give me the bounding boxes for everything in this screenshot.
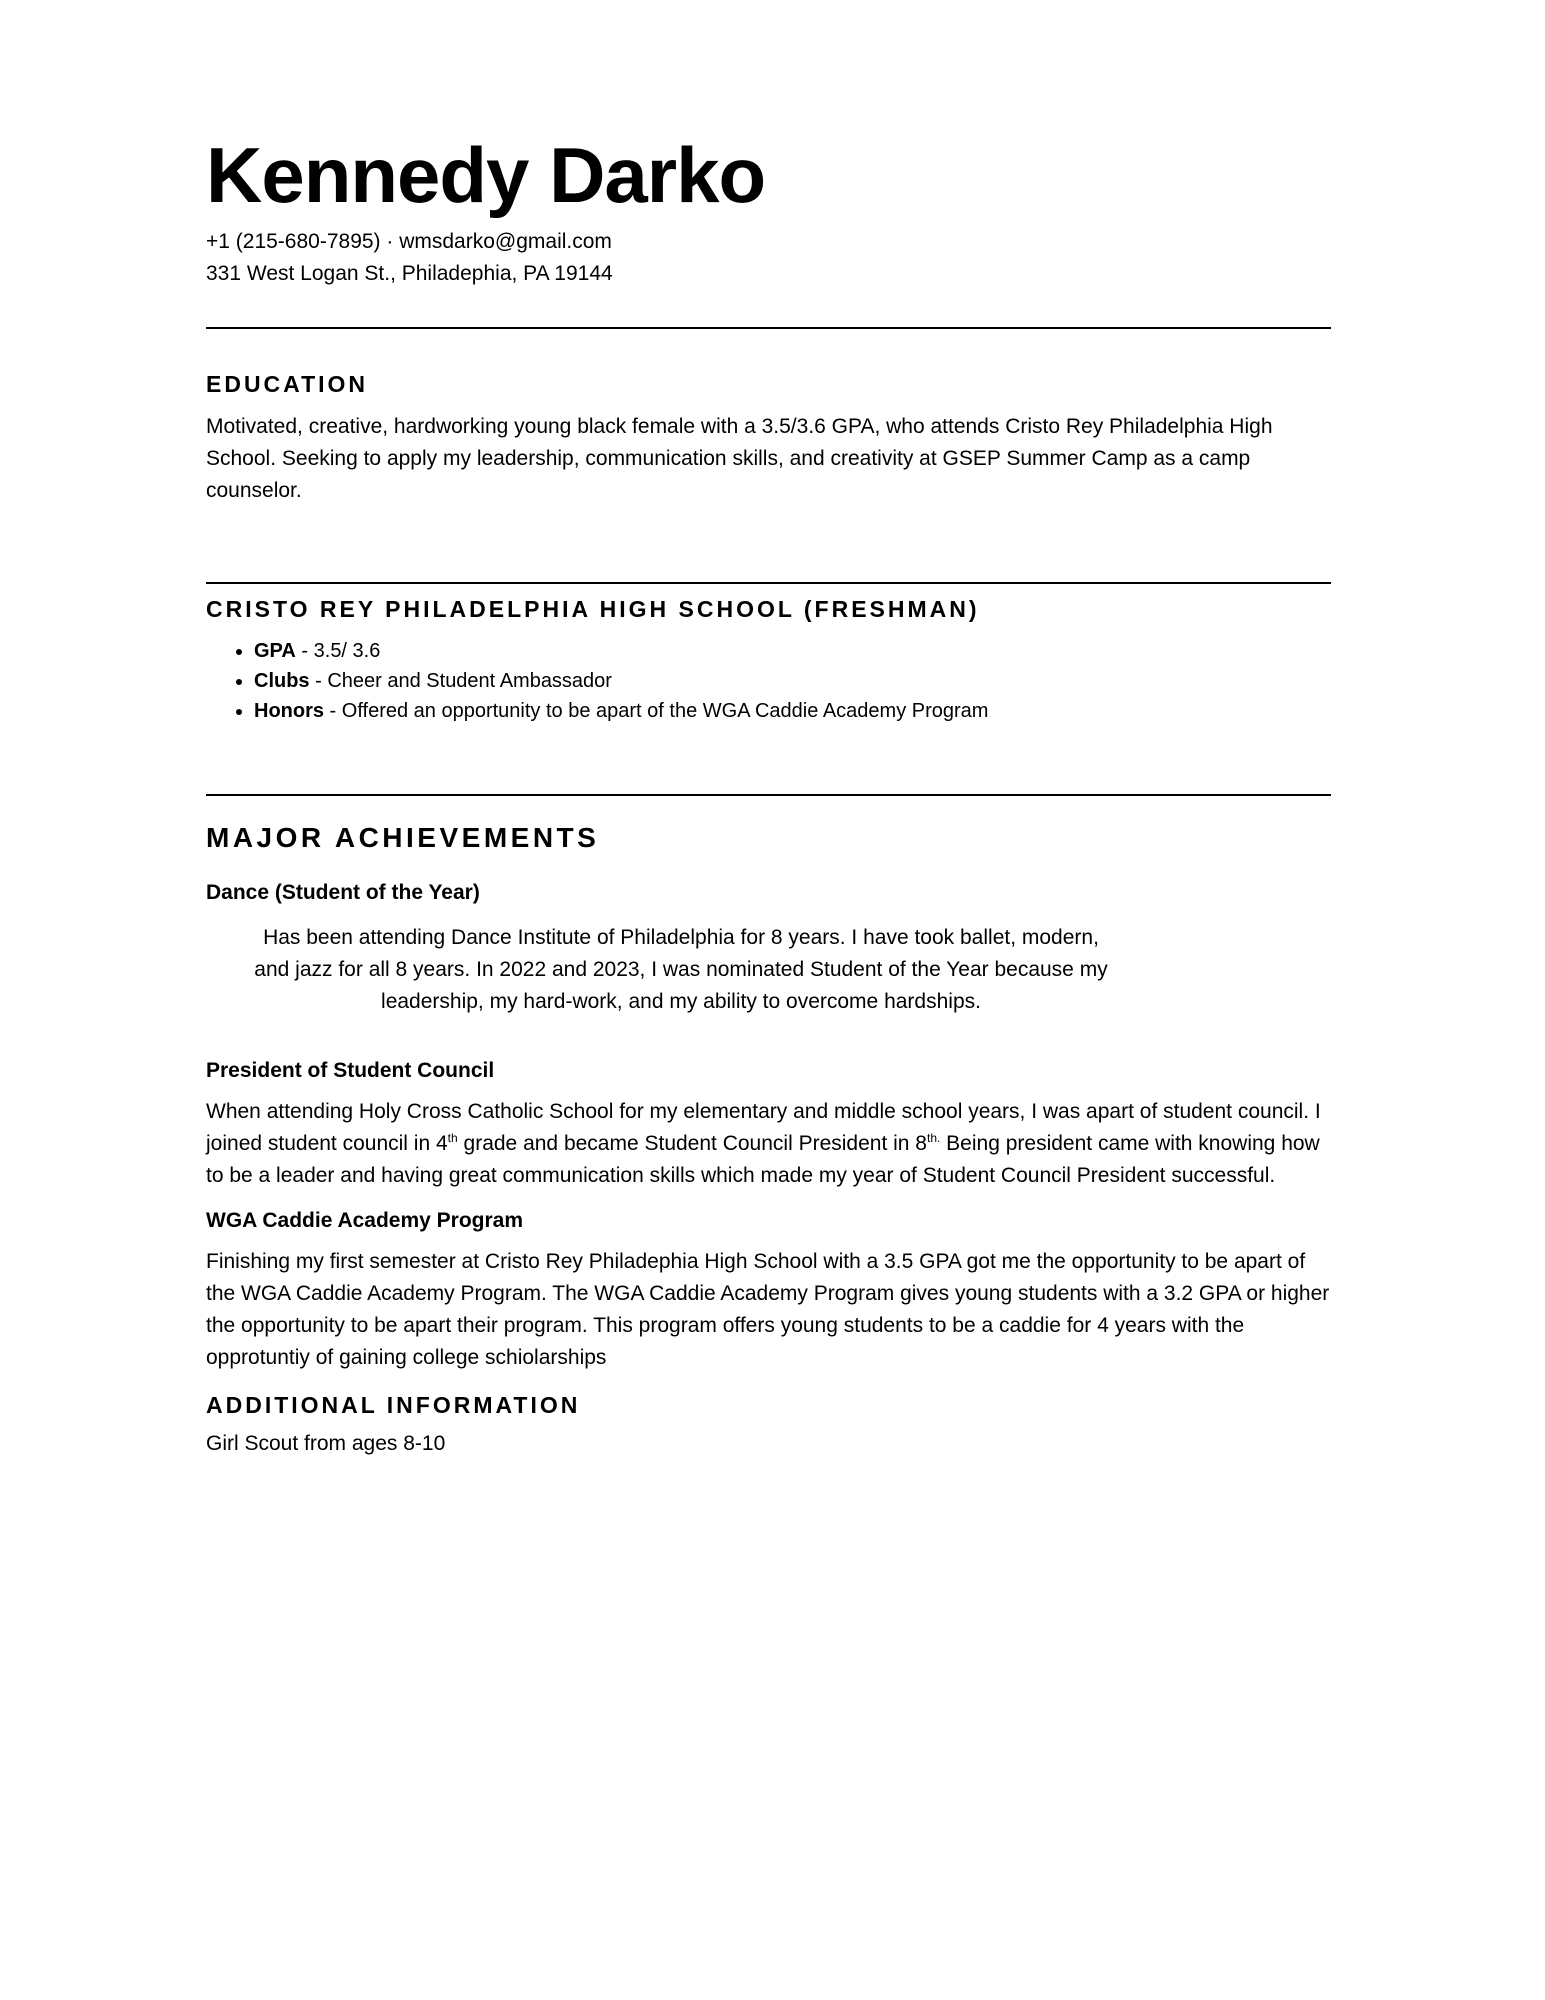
item-label: Honors (254, 700, 324, 722)
wga-description: Finishing my first semester at Cristo Rey Philadephia High School with a 3.5 GPA got me the opportunity to be apart of the WGA Caddie Academy Program. The WGA Caddie Academy Program gives young students with a 3.2 GPA or higher the opportunity to be apart their program. This program offers young students to be a caddie for 4 years with the opprotuntiy of gaining college schiolarships (206, 1250, 1330, 1369)
home-address: 331 West Logan St., Philadephia, PA 19144 (206, 262, 613, 285)
item-text: - 3.5/ 3.6 (295, 640, 381, 662)
additional-text: Girl Scout from ages 8-10 (206, 1432, 446, 1455)
education-summary: Motivated, creative, hardworking young black female with a 3.5/3.6 GPA, who attends Cristo Rey Philadelphia High School. Seeking to apply my leadership, communication skills, and creativity at GSEP Summer Camp as a camp counselor. (206, 415, 1273, 502)
contact-separator: · (380, 230, 400, 253)
item-text: - Offered an opportunity to be apart of the WGA Caddie Academy Program (324, 700, 989, 722)
ordinal-suffix: th. (927, 1131, 941, 1145)
divider-rule (206, 794, 1331, 796)
divider-rule (206, 582, 1331, 584)
education-heading: EDUCATION (206, 371, 369, 397)
ordinal-suffix: th (447, 1131, 458, 1145)
phone-number: +1 (215-680-7895) (206, 230, 381, 253)
school-details-list (206, 636, 1331, 726)
list-item (254, 666, 1331, 696)
dance-line: Has been attending Dance Institute of Philadelphia for 8 years. I have took ballet, modern, (263, 926, 1099, 949)
item-label: Clubs (254, 670, 310, 692)
dance-line: and jazz for all 8 years. In 2022 and 2023, I was nominated Student of the Year because my (254, 958, 1108, 981)
divider-rule (206, 327, 1331, 329)
list-item (254, 696, 1331, 726)
council-title: President of Student Council (206, 1059, 495, 1082)
achievements-heading: MAJOR ACHIEVEMENTS (206, 822, 600, 853)
additional-heading: ADDITIONAL INFORMATION (206, 1392, 581, 1418)
item-text: - Cheer and Student Ambassador (309, 670, 612, 692)
wga-title: WGA Caddie Academy Program (206, 1209, 524, 1232)
contact-line (206, 226, 1331, 258)
list-item (254, 636, 1331, 666)
email-address: wmsdarko@gmail.com (399, 230, 612, 253)
item-label: GPA (254, 640, 296, 662)
council-text: When attending Holy Cross Catholic School for my elementary and middle school years, I was apart of student council. I joined student council in 4 (206, 1100, 1321, 1155)
council-text: grade and became Student Council President in 8 (457, 1132, 927, 1155)
candidate-name: Kennedy Darko (206, 131, 766, 219)
dance-line: leadership, my hard-work, and my ability to overcome hardships. (381, 990, 981, 1013)
council-description (206, 1096, 1331, 1192)
dance-description (206, 922, 1156, 1018)
school-heading: CRISTO REY PHILADELPHIA HIGH SCHOOL (FRESHMAN) (206, 596, 980, 622)
dance-title: Dance (Student of the Year) (206, 881, 480, 904)
council-text: Being president came with knowing how to be a leader and having great communication skills which made my year of Student Council President successful. (206, 1132, 1320, 1187)
resume-page (206, 130, 1331, 1460)
